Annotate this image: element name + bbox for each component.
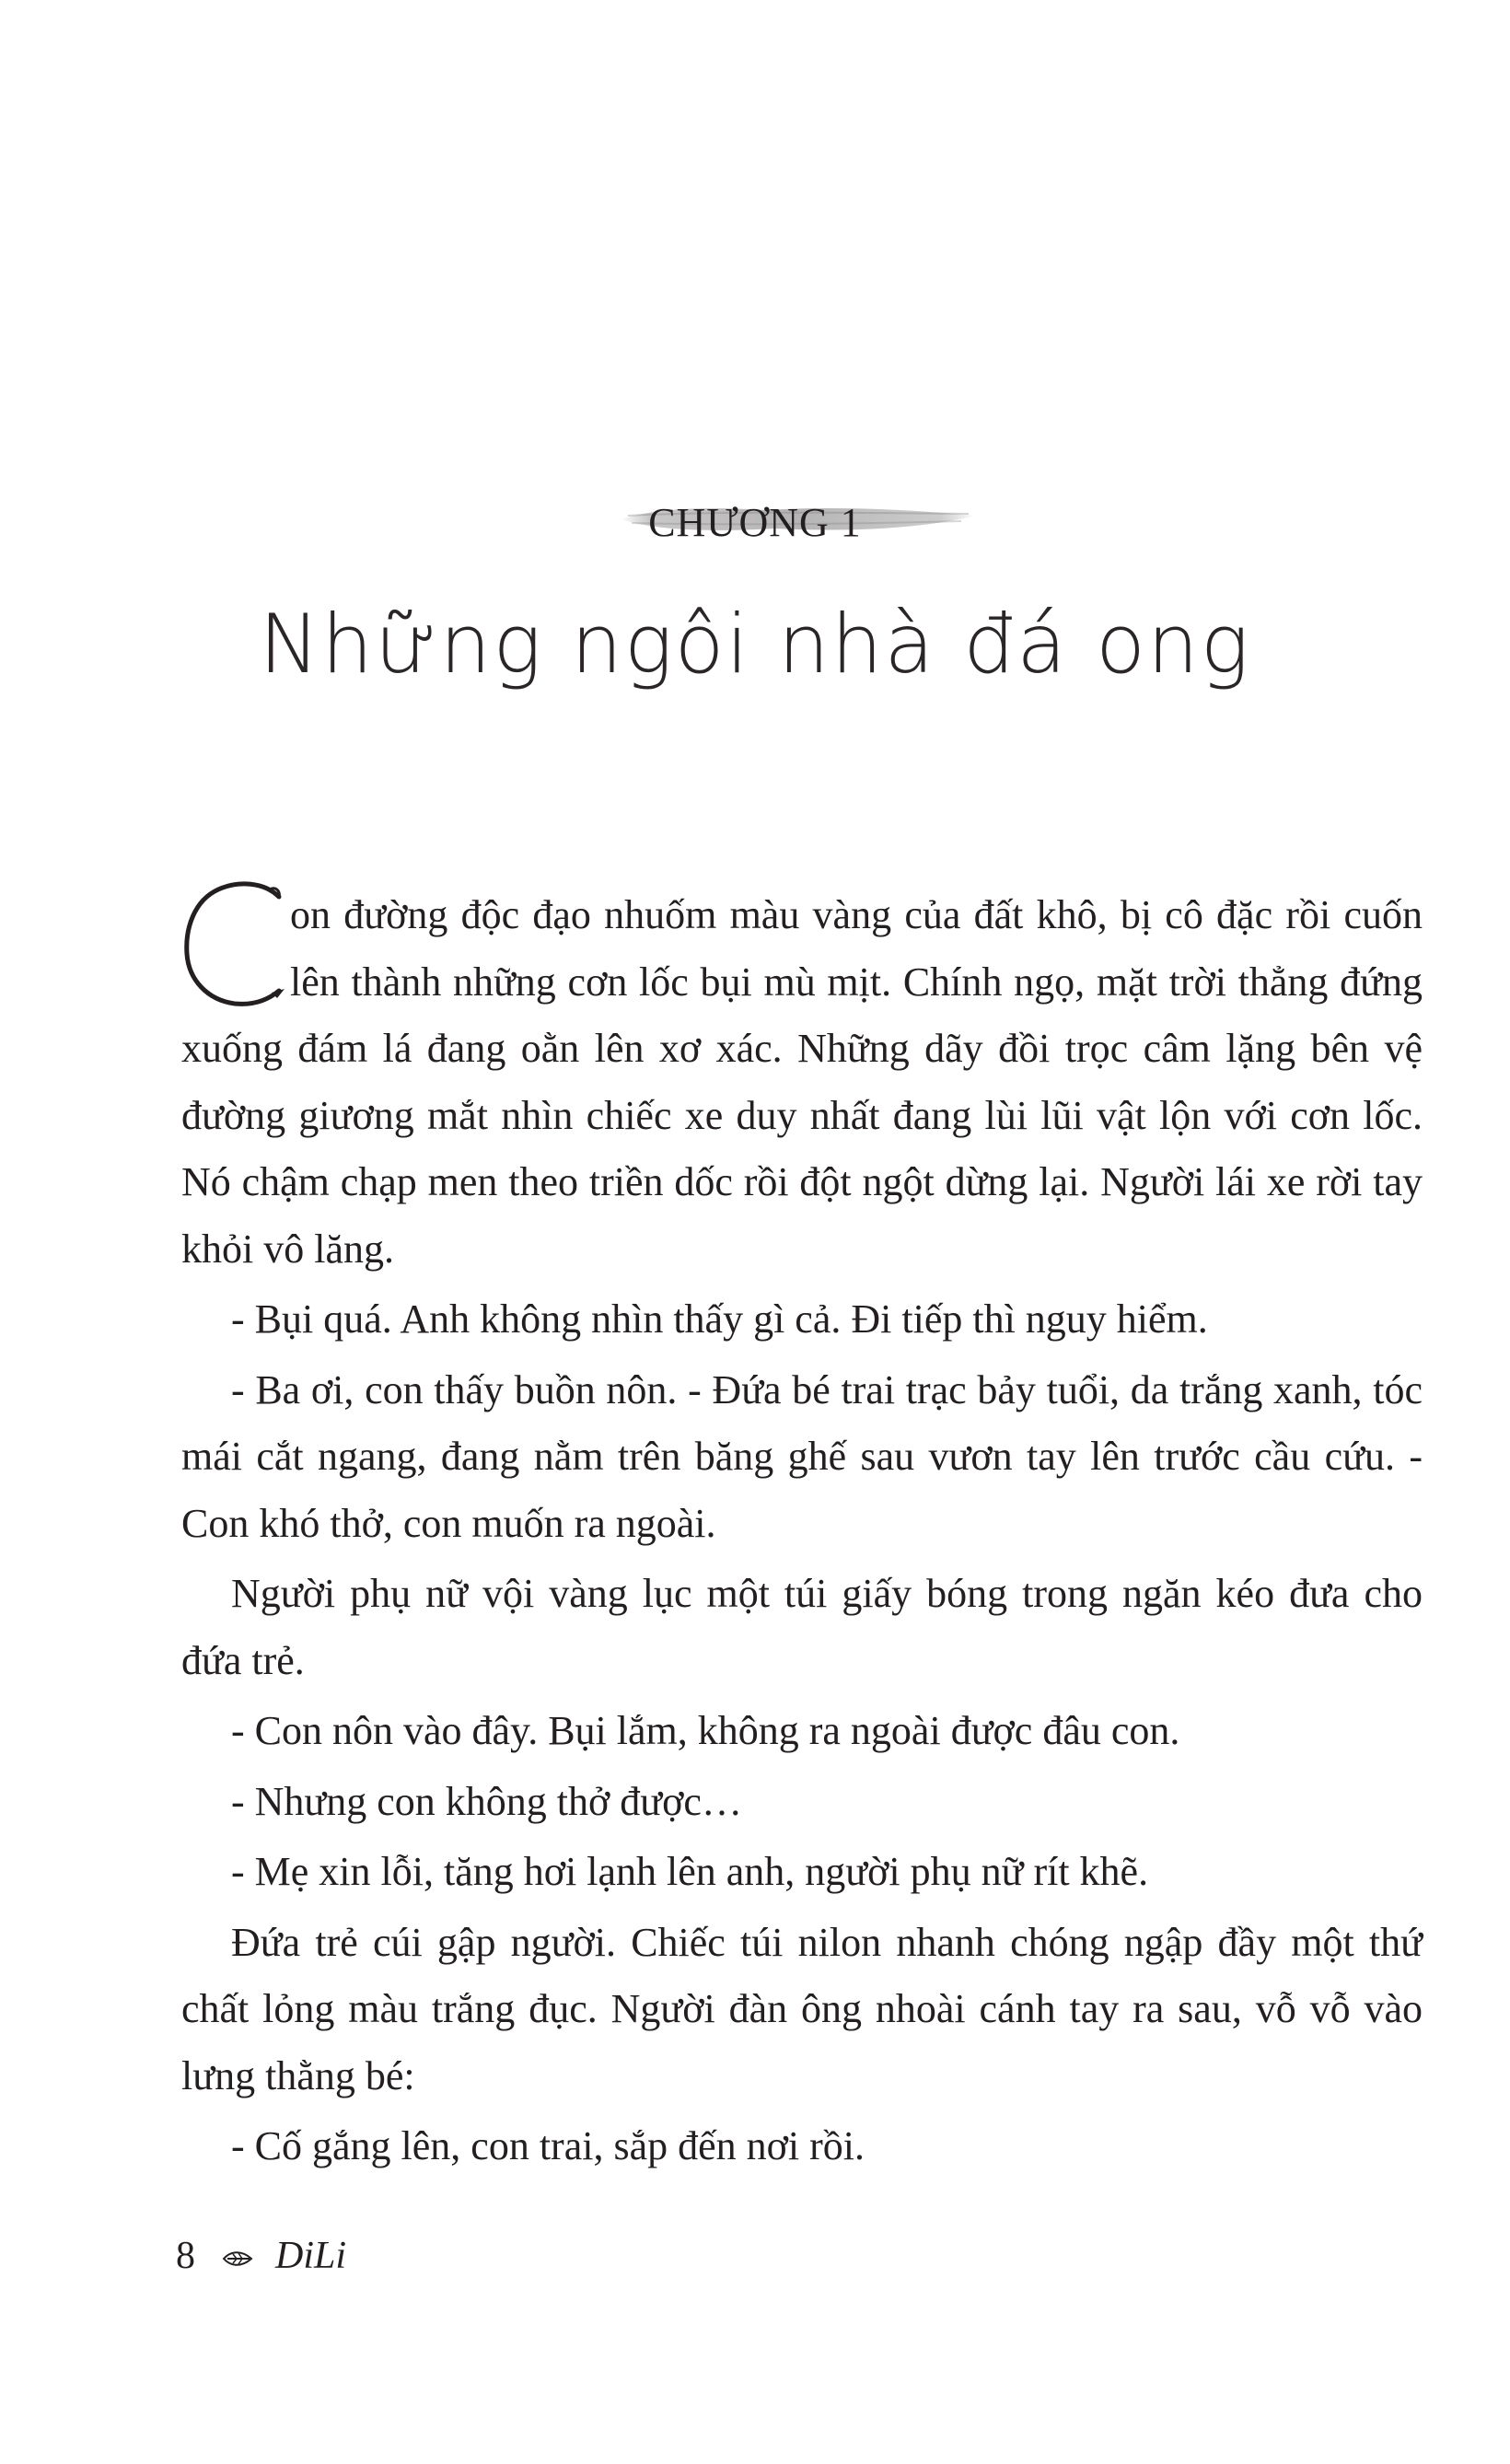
drop-cap bbox=[181, 882, 290, 1011]
publisher-brand: DiLi bbox=[275, 2235, 347, 2277]
paragraph-text: on đường độc đạo nhuốm màu vàng của đất khô, bị cô đặc rồi cuốn lên thành những cơn lốc bụi mù mịt. Chính ngọ, mặt trời thẳng đứng xuống đám lá đang oằn lên xơ xác. Những dãy đồi trọc câm lặng bên vệ đường giương mắt nhìn chiếc xe duy nhất đang lùi lũi vật lộn với cơn lốc. Nó chậm chạp men theo triền dốc rồi đột ngột dừng lại. Người lái xe rời tay khỏi vô lăng. bbox=[181, 892, 1423, 1272]
paragraph: - Cố gắng lên, con trai, sắp đến nơi rồi. bbox=[231, 2123, 865, 2168]
paragraph: Người phụ nữ vội vàng lục một túi giấy bóng trong ngăn kéo đưa cho đứa trẻ. bbox=[181, 1571, 1423, 1683]
body-text bbox=[181, 882, 1423, 2180]
paragraph: - Nhưng con không thở được… bbox=[231, 1778, 742, 1824]
leaf-ornament-icon bbox=[222, 2249, 253, 2269]
paragraph: - Ba ơi, con thấy buồn nôn. - Đứa bé trai trạc bảy tuổi, da trắng xanh, tóc mái cắt ngang, đang nằm trên băng ghế sau vươn tay lên trước cầu cứu. - Con khó thở, con muốn ra ngoài. bbox=[181, 1366, 1423, 1546]
paragraph bbox=[181, 882, 1423, 1283]
chapter-header bbox=[0, 486, 1510, 560]
chapter-title: Những ngôi nhà đá ong bbox=[259, 597, 1251, 692]
chapter-label: CHƯƠNG 1 bbox=[648, 500, 862, 545]
paragraph: - Con nôn vào đây. Bụi lắm, không ra ngoài được đâu con. bbox=[231, 1708, 1180, 1753]
page-footer bbox=[176, 2228, 346, 2284]
drop-cap-c-icon bbox=[180, 877, 290, 1015]
paragraph: Đứa trẻ cúi gập người. Chiếc túi nilon nhanh chóng ngập đầy một thứ chất lỏng màu trắng đục. Người đàn ông nhoài cánh tay ra sau, vỗ vỗ vào lưng thằng bé: bbox=[181, 1919, 1423, 2098]
paragraph: - Bụi quá. Anh không nhìn thấy gì cả. Đi tiếp thì nguy hiểm. bbox=[231, 1296, 1208, 1342]
page-number: 8 bbox=[176, 2235, 195, 2277]
paragraph: - Mẹ xin lỗi, tăng hơi lạnh lên anh, người phụ nữ rít khẽ. bbox=[231, 1849, 1149, 1894]
